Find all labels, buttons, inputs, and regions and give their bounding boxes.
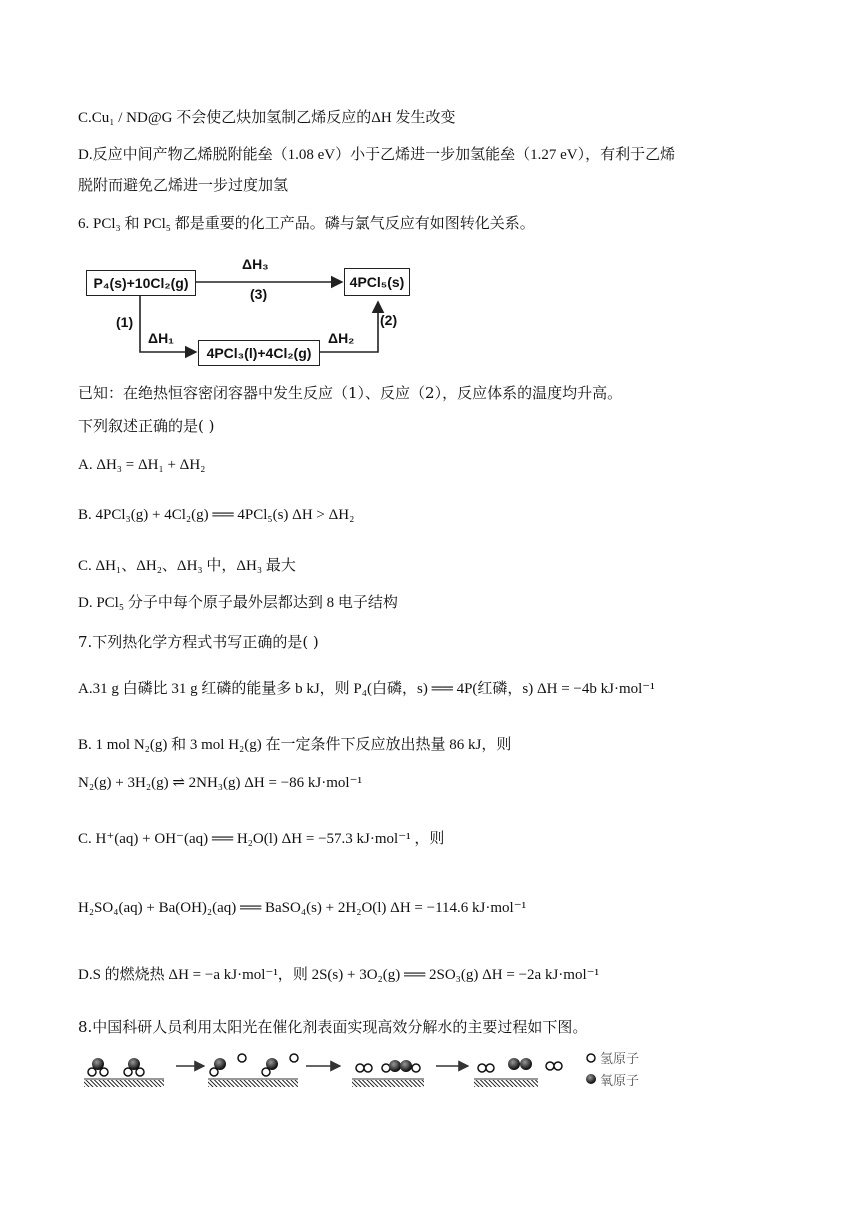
q7-option-d: D.S 的燃烧热 ΔH = −a kJ·mol⁻¹，则 2S(s) + 3O₂(g) ══ 2SO₃(g) ΔH = −2a kJ·mol⁻¹ (78, 967, 600, 983)
label-dh3: ΔH₃ (242, 256, 269, 272)
q7-option-b-line2: N₂(g) + 3H₂(g) ⇌ 2NH₃(g) ΔH = −86 kJ·mol⁻¹ (78, 775, 362, 791)
legend-hydrogen-label: 氢原子 (600, 1052, 640, 1067)
legend-oxygen-marker (586, 1074, 596, 1084)
q6-option-d: D. PCl₅ 分子中每个原子最外层都达到 8 电子结构 (78, 595, 398, 611)
q6-ask: 下列叙述正确的是( ) (78, 417, 215, 435)
q6-stem: 6. PCl₃ 和 PCl₅ 都是重要的化工产品。磷与氯气反应有如图转化关系。 (78, 216, 535, 232)
catalyst-surface (208, 1080, 298, 1087)
q5-option-d-line2: 脱附而避免乙烯进一步过度加氢 (78, 178, 289, 194)
q8-stem: 8.中国科研人员利用太阳光在催化剂表面实现高效分解水的主要过程如下图。 (78, 1018, 588, 1036)
stage-3-molecules (356, 1060, 420, 1072)
q5-option-c: C.Cu₁ / ND@G 不会使乙炔加氢制乙烯反应的ΔH 发生改变 (78, 110, 456, 126)
label-dh2: ΔH₂ (328, 330, 355, 346)
label-dh1: ΔH₁ (148, 330, 174, 346)
q6-option-b: B. 4PCl₃(g) + 4Cl₂(g) ══ 4PCl₅(s) ΔH > ΔH₂ (78, 507, 355, 523)
stage-2-molecules (210, 1054, 298, 1076)
q5-option-d-line1: D.反应中间产物乙烯脱附能垒（1.08 eV）小于乙烯进一步加氢能垒（1.27 eV），有利于乙烯 (78, 147, 676, 163)
q7-option-a: A.31 g 白磷比 31 g 红磷的能量多 b kJ，则 P₄(白磷，s) ══ 4P(红磷，s) ΔH = −4b kJ·mol⁻¹ (78, 681, 655, 697)
label-step3: (3) (250, 286, 268, 302)
q6-diagram (82, 250, 412, 370)
catalyst-surface (84, 1080, 164, 1087)
q7-option-c-line2: H₂SO₄(aq) + Ba(OH)₂(aq) ══ BaSO₄(s) + 2H₂O(l) ΔH = −114.6 kJ·mol⁻¹ (78, 900, 527, 916)
q7-stem: 7.下列热化学方程式书写正确的是( ) (78, 633, 319, 651)
legend-hydrogen-marker (587, 1054, 595, 1062)
legend-oxygen-label: 氧原子 (600, 1074, 640, 1089)
q6-option-c: C. ΔH₁、ΔH₂、ΔH₃ 中，ΔH₃ 最大 (78, 558, 296, 574)
q8-process-figure (84, 1044, 664, 1094)
q6-known: 已知：在绝热恒容密闭容器中发生反应（1）、反应（2），反应体系的温度均升高。 (78, 384, 623, 402)
q7-option-b-line1: B. 1 mol N₂(g) 和 3 mol H₂(g) 在一定条件下反应放出热量 86 kJ，则 (78, 737, 512, 753)
q7-option-c-line1: C. H⁺(aq) + OH⁻(aq) ══ H₂O(l) ΔH = −57.3 kJ·mol⁻¹ ，则 (78, 831, 445, 847)
stage-1-molecules (88, 1058, 144, 1076)
label-step1: (1) (116, 314, 134, 330)
box-pcl3: 4PCl₃(l)+4Cl₂(g) (198, 340, 320, 366)
stage-4-molecules (478, 1058, 562, 1072)
catalyst-surface (352, 1080, 424, 1087)
catalyst-surface (474, 1080, 538, 1087)
box-reactants: P₄(s)+10Cl₂(g) (86, 270, 196, 296)
label-step2: (2) (380, 312, 398, 328)
box-pcl5: 4PCl₅(s) (344, 268, 410, 296)
q6-option-a: A. ΔH₃ = ΔH₁ + ΔH₂ (78, 457, 206, 473)
